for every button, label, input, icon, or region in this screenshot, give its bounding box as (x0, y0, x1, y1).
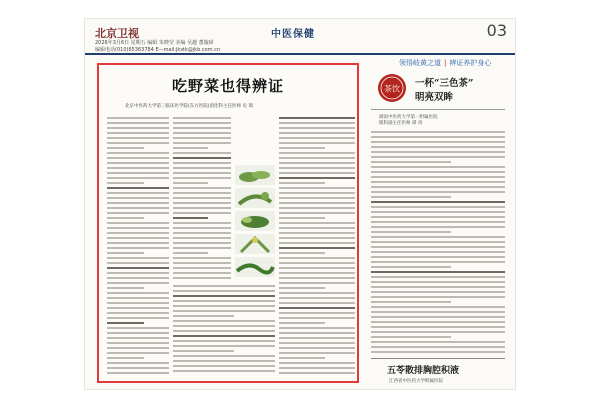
text-line (173, 137, 231, 139)
text-line (371, 216, 505, 218)
sidebar-author (379, 115, 438, 127)
text-line (279, 167, 355, 169)
text-line (371, 301, 451, 303)
text-line (371, 196, 451, 198)
text-line (279, 132, 355, 134)
text-line (173, 320, 275, 322)
text-line (279, 312, 355, 314)
text-line (173, 370, 275, 372)
text-line (371, 291, 505, 293)
text-line (173, 212, 231, 214)
text-line (279, 122, 355, 124)
text-line (371, 281, 505, 283)
text-line (173, 177, 231, 179)
text-line (173, 117, 231, 119)
text-line (371, 321, 505, 323)
sidebar-body (371, 131, 505, 356)
text-line (371, 351, 505, 353)
text-line (279, 332, 355, 334)
text-line (107, 302, 169, 304)
text-line (107, 227, 169, 229)
text-line (279, 337, 355, 339)
text-line (371, 221, 505, 223)
text-line (279, 252, 325, 254)
text-line (279, 342, 355, 344)
text-line (279, 272, 355, 274)
text-line (371, 276, 505, 278)
text-line (371, 326, 505, 328)
text-line (107, 352, 169, 354)
text-line (371, 201, 505, 203)
text-line (107, 172, 169, 174)
text-line (279, 117, 355, 119)
text-line (371, 191, 505, 193)
text-line (279, 177, 355, 179)
text-line (173, 222, 231, 224)
text-line (107, 267, 169, 269)
text-line (279, 152, 355, 154)
text-line (371, 306, 505, 308)
wild-vegetable-photo-1 (235, 165, 275, 185)
text-line (279, 352, 355, 354)
text-line (107, 367, 169, 369)
text-line (371, 271, 505, 273)
vegetable-images (235, 165, 275, 280)
sidebar-rule (371, 109, 505, 110)
text-line (107, 187, 169, 189)
text-line (173, 340, 275, 342)
text-line (173, 277, 231, 279)
text-line (107, 252, 144, 254)
text-line (173, 272, 231, 274)
text-line (279, 197, 355, 199)
text-line (279, 367, 355, 369)
text-line (173, 242, 231, 244)
article-title: 吃野菜也得辨证 (171, 77, 284, 95)
text-line (107, 207, 169, 209)
issue-info-line2: 编辑电话(010)65363784 E—mail:jkstk@jkb.com.cn (95, 47, 221, 53)
text-line (173, 267, 231, 269)
sidebar-subtitle: 明亮双眸 (415, 92, 454, 103)
text-line (371, 261, 505, 263)
text-line (371, 176, 505, 178)
text-line (279, 327, 355, 329)
text-line (173, 197, 231, 199)
text-line (173, 127, 231, 129)
text-line (107, 337, 169, 339)
text-line (173, 142, 231, 144)
text-line (107, 292, 169, 294)
text-line (371, 141, 505, 143)
text-line (371, 136, 505, 138)
text-line (173, 252, 208, 254)
text-line (173, 172, 231, 174)
text-line (371, 336, 451, 338)
text-line (173, 300, 275, 302)
newspaper-logo: 北京卫视 (95, 27, 139, 40)
main-article (97, 63, 359, 383)
sidebar-article (365, 67, 511, 385)
text-line (107, 152, 169, 154)
text-line (173, 365, 275, 367)
text-line (173, 290, 275, 292)
text-line (279, 372, 355, 374)
slogan-right: 辨证养护身心 (449, 59, 492, 67)
issue-info (95, 40, 220, 54)
text-line (107, 122, 169, 124)
text-line (107, 322, 144, 324)
box-rule (371, 358, 505, 359)
text-line (107, 142, 169, 144)
text-line (107, 132, 169, 134)
text-line (279, 317, 355, 319)
text-line (371, 296, 505, 298)
text-line (371, 226, 505, 228)
text-line (279, 297, 355, 299)
article-column-4 (173, 285, 275, 375)
text-line (279, 192, 355, 194)
text-line (279, 347, 355, 349)
text-line (371, 171, 505, 173)
text-line (173, 330, 275, 332)
text-line (107, 182, 144, 184)
text-line (173, 122, 231, 124)
text-line (173, 360, 275, 362)
text-line (279, 247, 355, 249)
text-line (107, 192, 169, 194)
text-line (279, 302, 355, 304)
text-line (173, 132, 231, 134)
issue-info-line1: 2026年3月6日 星期五 编辑 朱晓莹 美编 吴越 董璇璋 (95, 40, 214, 46)
text-line (107, 312, 169, 314)
text-line (107, 237, 169, 239)
page-number: 03 (486, 21, 507, 40)
text-line (279, 127, 355, 129)
text-line (371, 246, 505, 248)
text-line (279, 137, 355, 139)
article-column-3 (279, 117, 355, 377)
text-line (107, 232, 169, 234)
text-line (173, 232, 231, 234)
text-line (173, 227, 231, 229)
text-line (371, 241, 505, 243)
text-line (173, 162, 231, 164)
text-line (371, 151, 505, 153)
text-line (107, 117, 169, 119)
text-line (173, 335, 275, 337)
text-line (279, 202, 355, 204)
wild-vegetable-photo-2 (235, 188, 275, 208)
text-line (107, 162, 169, 164)
text-line (173, 355, 275, 357)
text-line (371, 186, 505, 188)
text-line (173, 295, 275, 297)
text-line (279, 157, 355, 159)
text-line (279, 242, 355, 244)
text-line (371, 331, 505, 333)
text-line (107, 277, 169, 279)
text-line (107, 137, 169, 139)
header-rule (85, 53, 515, 55)
article-column-1 (107, 117, 169, 377)
sidebar-author-line2: 眼科副主任医师 谭 涛 (379, 121, 423, 126)
text-line (173, 350, 234, 352)
text-line (371, 251, 505, 253)
wild-vegetable-photo-4 (235, 234, 275, 254)
text-line (279, 287, 325, 289)
text-line (371, 206, 505, 208)
text-line (371, 166, 505, 168)
text-line (371, 236, 505, 238)
wild-vegetable-photo-3 (235, 211, 275, 231)
text-line (173, 147, 208, 149)
text-line (371, 156, 505, 158)
text-line (279, 292, 355, 294)
text-line (173, 157, 231, 159)
text-line (107, 342, 169, 344)
sidebar-author-line1: 湖南中医药大学第一附属医院 (379, 115, 438, 120)
text-line (173, 247, 231, 249)
text-line (173, 305, 275, 307)
text-line (107, 357, 144, 359)
text-line (107, 212, 169, 214)
text-line (107, 372, 169, 374)
newspaper-page (84, 18, 516, 390)
text-line (173, 257, 231, 259)
text-line (173, 202, 231, 204)
text-line (107, 177, 169, 179)
text-line (107, 282, 169, 284)
slogan-left: 领悟岐黄之道 (399, 59, 441, 67)
text-line (371, 256, 505, 258)
text-line (173, 152, 231, 154)
text-line (371, 316, 505, 318)
text-line (371, 286, 505, 288)
text-line (279, 277, 355, 279)
text-line (279, 207, 355, 209)
section-title: 中医保健 (271, 29, 315, 40)
text-line (279, 142, 355, 144)
text-line (107, 317, 169, 319)
text-line (279, 237, 355, 239)
text-line (107, 257, 169, 259)
text-line (279, 362, 355, 364)
text-line (371, 161, 451, 163)
text-line (371, 146, 505, 148)
text-line (371, 131, 505, 133)
text-line (371, 311, 505, 313)
text-line (107, 332, 169, 334)
text-line (173, 167, 231, 169)
text-line (279, 267, 355, 269)
text-line (173, 262, 231, 264)
text-line (371, 341, 505, 343)
text-line (279, 212, 355, 214)
text-line (371, 231, 451, 233)
text-line (107, 202, 169, 204)
text-line (107, 217, 144, 219)
box-article-title: 五苓散排胸腔积液 (387, 366, 460, 376)
text-line (107, 167, 169, 169)
text-line (371, 266, 451, 268)
box-article-author: 江西省中医药大学附属医院 (389, 379, 443, 384)
text-line (371, 346, 505, 348)
text-line (371, 211, 505, 213)
text-line (173, 187, 231, 189)
text-line (107, 262, 169, 264)
text-line (173, 310, 275, 312)
text-line (107, 327, 169, 329)
text-line (107, 272, 169, 274)
text-line (173, 207, 231, 209)
text-line (279, 227, 355, 229)
text-line (173, 182, 208, 184)
text-line (107, 147, 144, 149)
text-line (107, 197, 169, 199)
text-line (173, 285, 275, 287)
text-line (107, 242, 169, 244)
emblem-label: 茶饮 (384, 84, 400, 94)
text-line (279, 232, 355, 234)
text-line (173, 315, 234, 317)
text-line (279, 257, 355, 259)
text-line (279, 217, 325, 219)
text-line (279, 262, 355, 264)
text-line (279, 172, 355, 174)
text-line (279, 322, 325, 324)
text-line (107, 222, 169, 224)
article-column-2 (173, 117, 231, 282)
text-line (279, 187, 355, 189)
text-line (107, 297, 169, 299)
text-line (107, 127, 169, 129)
text-line (173, 325, 275, 327)
text-line (279, 357, 325, 359)
text-line (107, 347, 169, 349)
text-line (279, 282, 355, 284)
text-line (173, 192, 231, 194)
text-line (107, 307, 169, 309)
text-line (279, 222, 355, 224)
tea-emblem-icon (377, 73, 407, 103)
article-byline: 北京中医药大学第三临床医学院(东方医院)消化科主任医师 史 瑞 (125, 104, 253, 109)
slogan-separator-icon: | (444, 59, 447, 67)
text-line (107, 362, 169, 364)
text-line (173, 345, 275, 347)
text-line (173, 217, 208, 219)
text-line (173, 237, 231, 239)
text-line (107, 247, 169, 249)
wild-vegetable-photo-5 (235, 257, 275, 277)
text-line (107, 157, 169, 159)
text-line (107, 287, 144, 289)
sidebar-title: 一杯“三色茶” (415, 78, 474, 89)
text-line (371, 181, 505, 183)
text-line (279, 147, 325, 149)
text-line (279, 162, 355, 164)
text-line (279, 182, 325, 184)
text-line (279, 307, 355, 309)
